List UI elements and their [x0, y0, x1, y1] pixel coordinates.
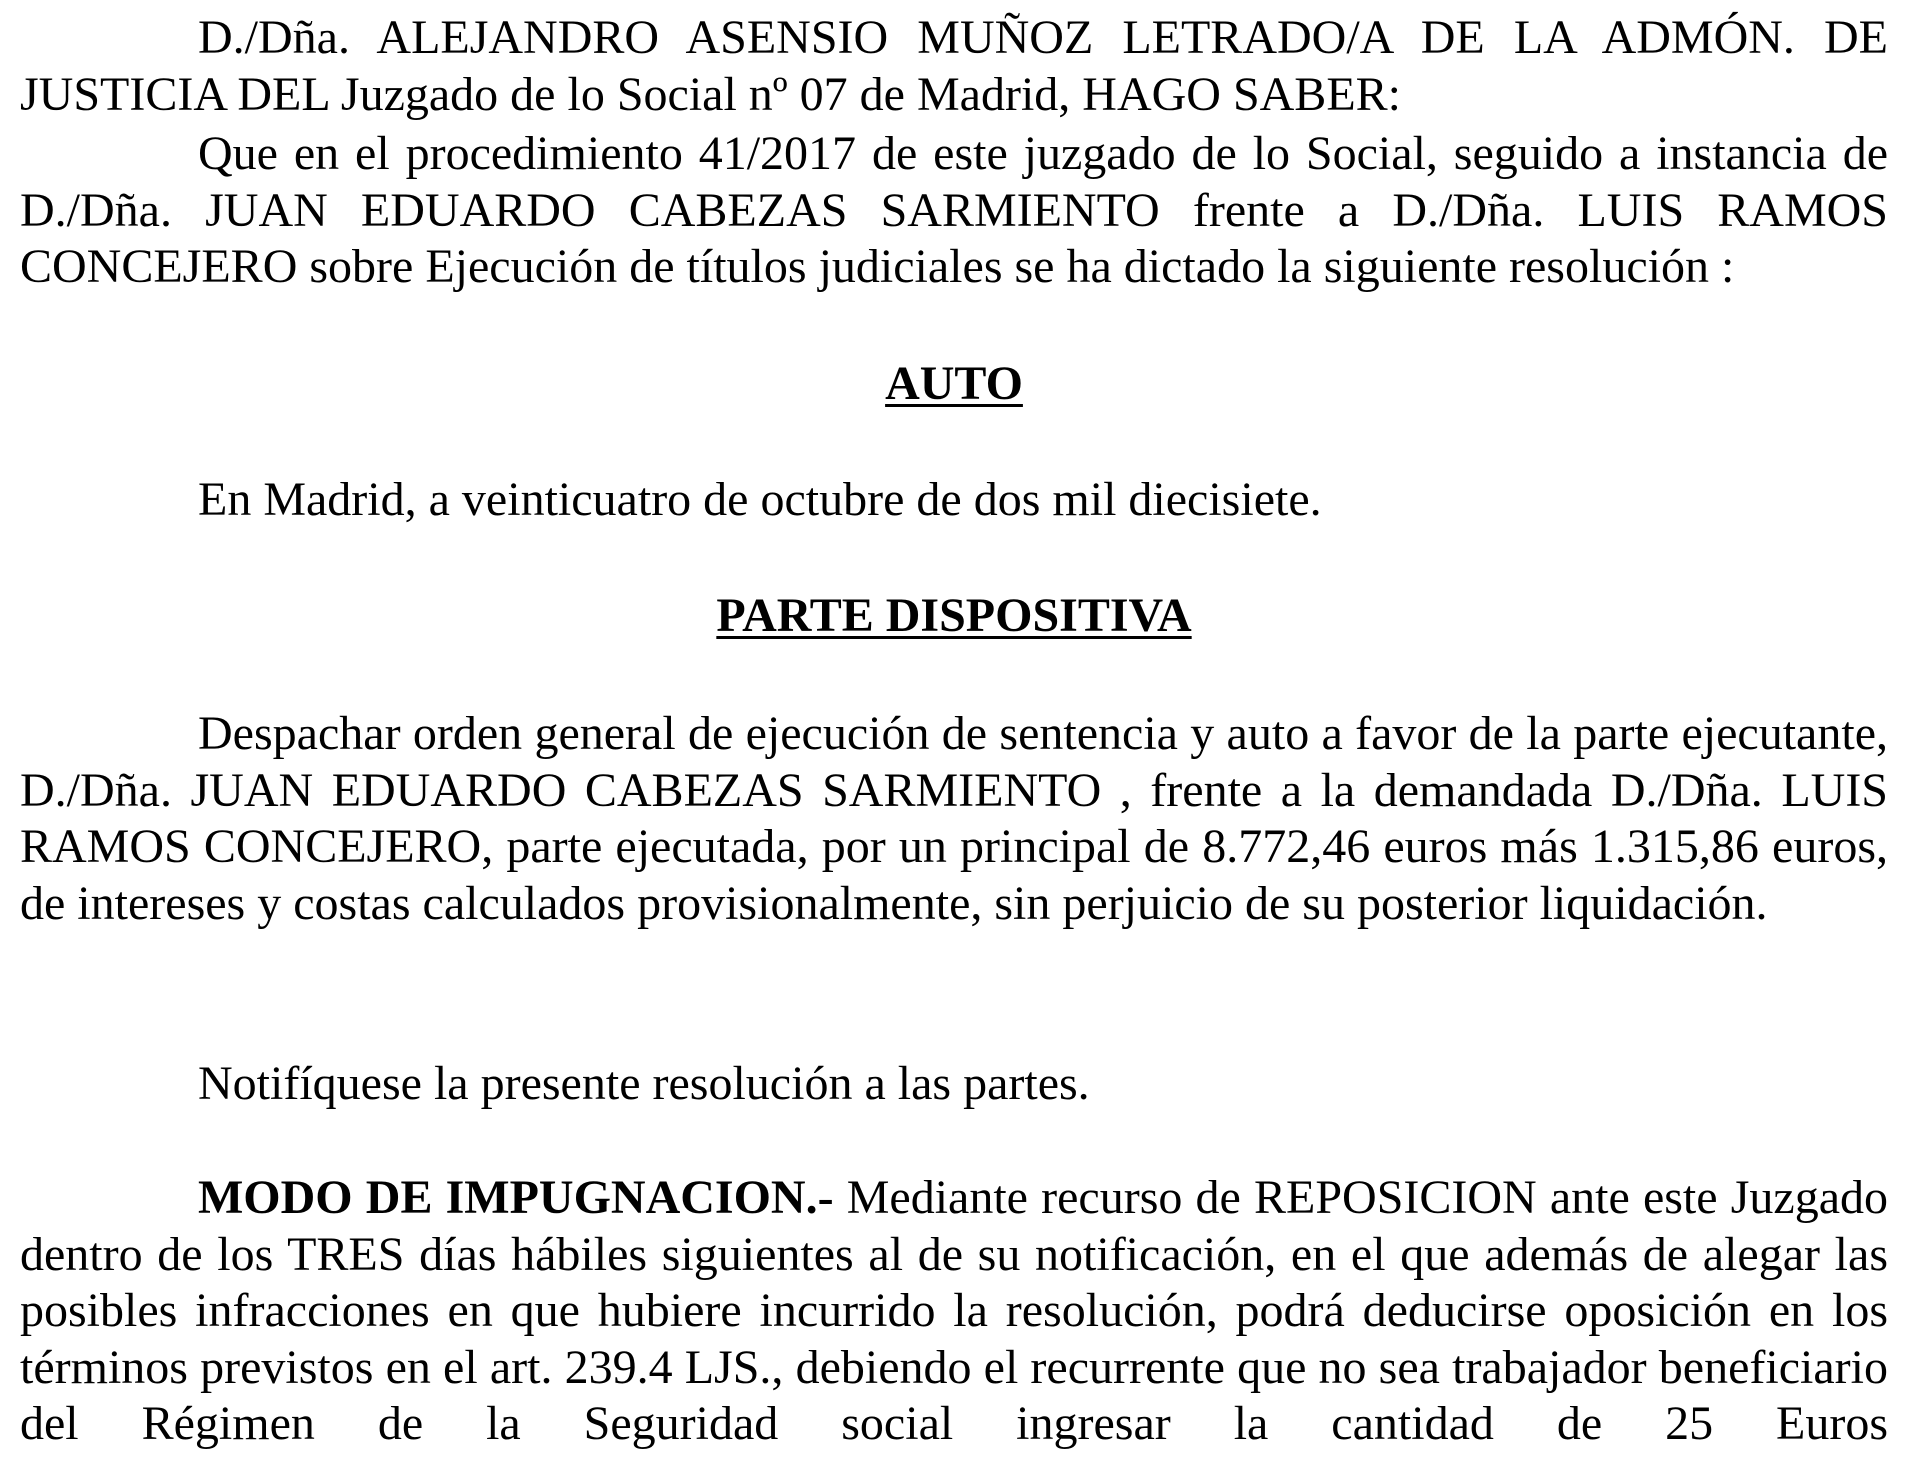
intro-paragraph: D./Dña. ALEJANDRO ASENSIO MUÑOZ LETRADO/A DE LA ADMÓN. DE JUSTICIA DEL Juzgado de lo Social nº 07 de Madrid, HAGO SABER: — [20, 11, 1888, 121]
dispositiva-paragraph: Despachar orden general de ejecución de sentencia y auto a favor de la parte ejecutante, D./Dña. JUAN EDUARDO CABEZAS SARMIENTO , frente a la demandada D./Dña. LUIS RAMOS CONCEJERO, parte ejecutada, por un principal de 8.772,46 euros más 1.315,86 euros, de intereses y costas calculados provisionalmente, sin perjuicio de su posterior liquidación. — [20, 707, 1888, 930]
heading-parte-dispositiva: PARTE DISPOSITIVA — [716, 589, 1192, 642]
heading-auto: AUTO — [885, 357, 1023, 410]
impugnacion-label: MODO DE IMPUGNACION.- — [198, 1171, 834, 1224]
document-page — [20, 0, 1888, 1464]
impugnacion-text: Mediante recurso de REPOSICION ante este Juzgado dentro de los TRES días hábiles siguientes al de su notificación, en el que además de alegar las posibles infracciones en que hubiere incurrido la resolución, podrá deducirse oposición en los términos previstos en el art. 239.4 LJS., debiendo el recurrente que no sea trabajador beneficiario del Régimen de la Seguridad social ingresar la cantidad de 25 Euros — [20, 1171, 1889, 1451]
impugnacion-paragraph — [20, 1170, 1888, 1453]
date-line: En Madrid, a veinticuatro de octubre de dos mil diecisiete. — [198, 473, 1322, 526]
notify-paragraph: Notifíquese la presente resolución a las partes. — [198, 1057, 1090, 1110]
procedure-paragraph: Que en el procedimiento 41/2017 de este juzgado de lo Social, seguido a instancia de D./Dña. JUAN EDUARDO CABEZAS SARMIENTO frente a D./Dña. LUIS RAMOS CONCEJERO sobre Ejecución de títulos judiciales se ha dictado la siguiente resolución : — [20, 127, 1888, 294]
